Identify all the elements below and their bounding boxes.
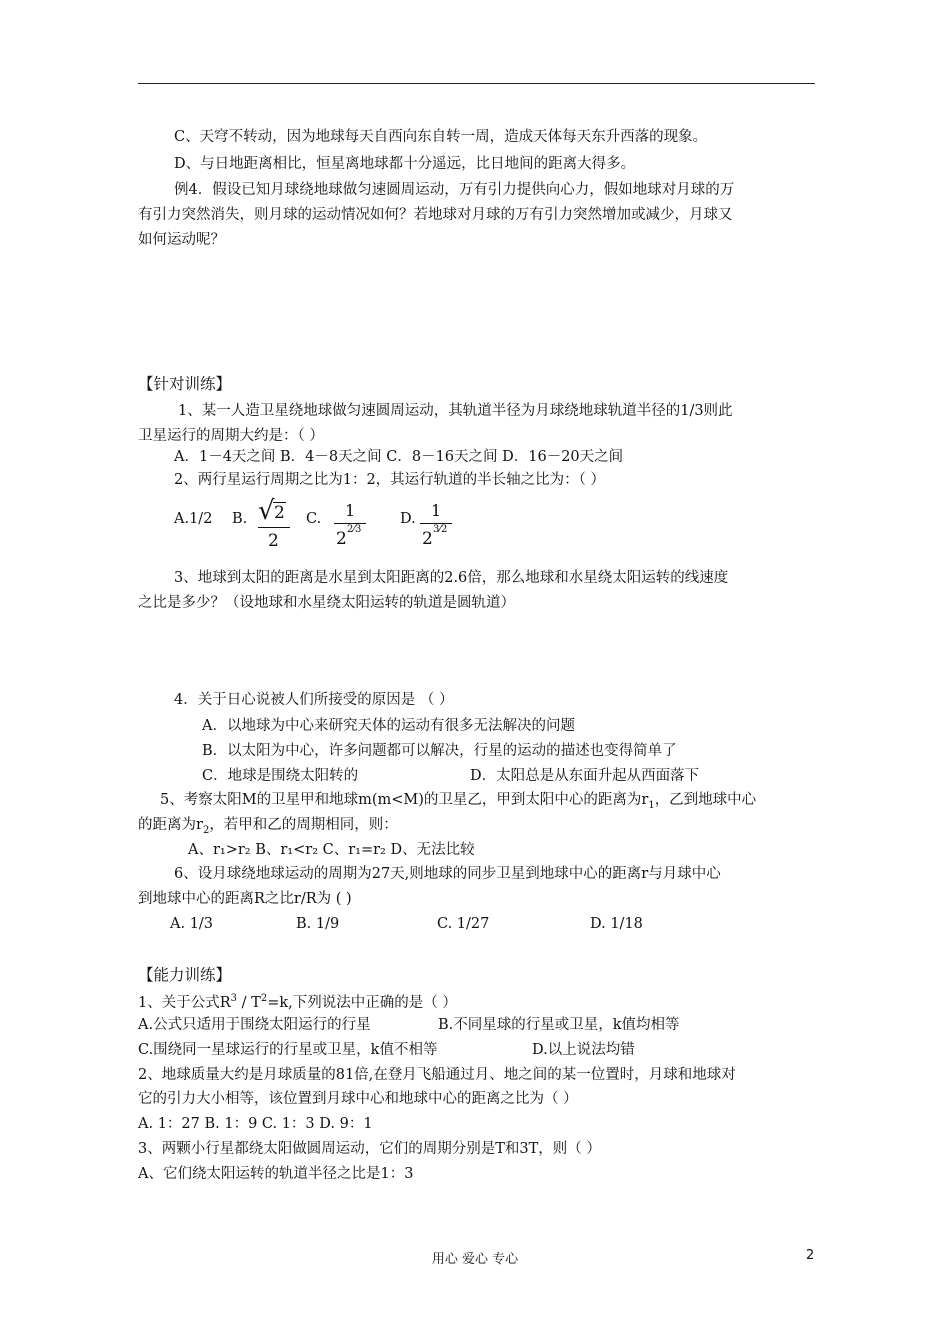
- s1-q4-option-b: B．以太阳为中心，许多问题都可以解决，行星的运动的描述也变得简单了: [202, 743, 677, 759]
- s1-q2-option-b-formula: [258, 496, 290, 552]
- s1-q2-option-c-formula: [334, 500, 366, 552]
- s2-q2-line1: 2、地球质量大约是月球质量的81倍,在登月飞船通过月、地之间的某一位置时，月球和地球对: [138, 1067, 736, 1083]
- s1-q2-option-d-formula: [420, 500, 452, 552]
- s1-q6-option-d: D. 1/18: [590, 916, 643, 932]
- s2-q1-option-c: C.围绕同一星球运行的行星或卫星，k值不相等: [138, 1042, 438, 1058]
- example4-line3: 如何运动呢？: [138, 232, 225, 248]
- s1-q4-option-a: A．以地球为中心来研究天体的运动有很多无法解决的问题: [202, 718, 575, 734]
- s2-q3-option-a: A、它们绕太阳运转的轨道半径之比是1：3: [138, 1166, 414, 1182]
- s1-q4-stem: 4．关于日心说被人们所接受的原因是 （ ）: [174, 692, 454, 708]
- option-d-text: D、与日地距离相比，恒星离地球都十分遥远，比日地间的距离大得多。: [174, 156, 636, 172]
- s1-q6-option-b: B. 1/9: [296, 916, 340, 932]
- s1-q2-option-a: A.1/2: [174, 511, 213, 527]
- s2-q1-option-b: B.不同星球的行星或卫星，k值均相等: [438, 1017, 680, 1033]
- s2-q1-option-a: A.公式只适用于围绕太阳运行的行星: [138, 1017, 371, 1033]
- page-footer: 用心 爱心 专心: [431, 1252, 519, 1267]
- power-base: 2: [422, 529, 433, 549]
- s2-q1-option-d: D.以上说法均错: [532, 1042, 635, 1058]
- power-exponent: 2⁄3: [347, 524, 362, 535]
- sqrt-sign: √: [258, 496, 275, 526]
- s2-q2-line2: 它的引力大小相等，该位置到月球中心和地球中心的距离之比为（ ）: [138, 1091, 578, 1107]
- s1-q6-option-a: A. 1/3: [170, 916, 214, 932]
- power-base: 2: [336, 529, 347, 549]
- s1-q6-option-c: C. 1/27: [437, 916, 490, 932]
- s1-q2-option-c-label: C.: [306, 511, 322, 527]
- header-rule: [138, 83, 815, 84]
- s1-q1-options: A．1－4天之间 B．4－8天之间 C．8－16天之间 D．16－20天之间: [174, 449, 624, 465]
- example4-line1: 例4．假设已知月球绕地球做匀速圆周运动，万有引力提供向心力，假如地球对月球的万: [174, 182, 735, 198]
- s1-q2-option-d-label: D.: [400, 511, 416, 527]
- option-c-text: C、天穹不转动，因为地球每天自西向东自转一周，造成天体每天东升西落的现象。: [174, 129, 708, 145]
- s1-q5-options: A、r₁>r₂ B、r₁<r₂ C、r₁=r₂ D、无法比较: [188, 842, 475, 858]
- section-heading-ability: 【能力训练】: [138, 966, 232, 984]
- s1-q3-line2: 之比是多少？（设地球和水星绕太阳运转的轨道是圆轨道）: [138, 595, 515, 611]
- sqrt-radicand: 2: [274, 503, 285, 523]
- s1-q6-line1: 6、设月球绕地球运动的周期为27天,则地球的同步卫星到地球中心的距离r与月球中心: [174, 866, 721, 882]
- example4-line2: 有引力突然消失，则月球的运动情况如何？若地球对月球的万有引力突然增加或减少，月球又: [138, 207, 733, 223]
- s1-q1-line1: 1、某一人造卫星绕地球做匀速圆周运动，其轨道半径为月球绕地球轨道半径的1/3则此: [178, 403, 733, 419]
- s1-q3-line1: 3、地球到太阳的距离是水星到太阳距离的2.6倍，那么地球和水星绕太阳运转的线速度: [174, 570, 729, 586]
- fraction-numerator: 1: [431, 501, 442, 520]
- s1-q2-option-b-label: B.: [232, 511, 248, 527]
- s1-q2-stem: 2、两行星运行周期之比为1：2，其运行轨道的半长轴之比为：（ ）: [174, 472, 606, 488]
- s1-q4-option-c: C．地球是围绕太阳转的: [202, 768, 359, 784]
- fraction-denominator: 2: [268, 531, 279, 551]
- s2-q1-stem: 1、关于公式$R^3 / T^2=k$,下列说法中正确的是（ ）: [138, 993, 457, 1011]
- s1-q5-line2: 的距离为$r_2$，若甲和乙的周期相同，则：: [138, 817, 398, 836]
- s1-q6-line2: 到地球中心的距离R之比r/R为 ( ): [138, 891, 352, 907]
- page-number: 2: [806, 1248, 815, 1263]
- s1-q5-line1: 5、考察太阳M的卫星甲和地球m(m<M)的卫星乙，甲到太阳中心的距离为$r_1$，乙到地球中心: [160, 792, 757, 811]
- s2-q3-stem: 3、两颗小行星都绕太阳做圆周运动，它们的周期分别是T和3T，则（ ）: [138, 1141, 601, 1157]
- power-exponent: 3⁄2: [433, 524, 448, 535]
- s2-q2-options: A. 1：27 B. 1：9 C. 1：3 D. 9：1: [138, 1116, 373, 1132]
- fraction-numerator: 1: [345, 501, 356, 520]
- section-heading-targeted: 【针对训练】: [138, 375, 232, 393]
- s1-q4-option-d: D．太阳总是从东面升起从西面落下: [470, 768, 700, 784]
- s1-q1-line2: 卫星运行的周期大约是：（ ）: [138, 428, 324, 444]
